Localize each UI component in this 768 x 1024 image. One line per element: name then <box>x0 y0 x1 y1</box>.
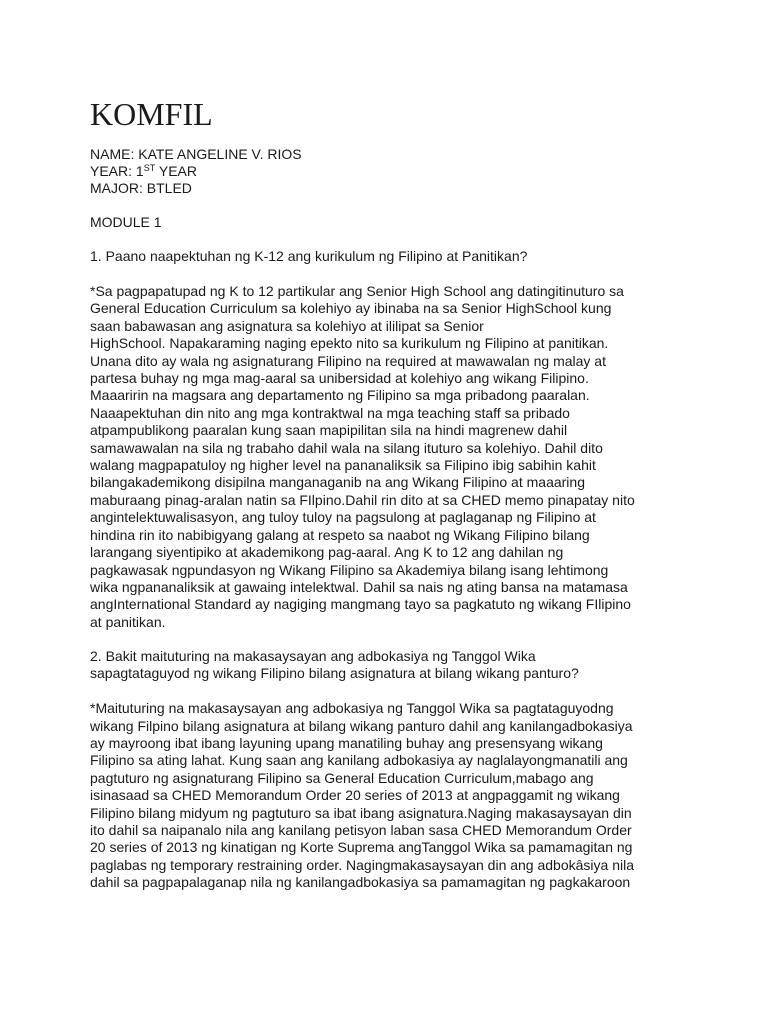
major-line: MAJOR: BTLED <box>90 180 192 196</box>
answer-1-line: at panitikan. <box>90 613 166 630</box>
answer-2-line: ito dahil sa naipanalo nila ang kanilang petisyon laban sasa CHED Memorandum Order <box>90 821 632 838</box>
answer-1-line: maburaang pinag-aralan natin sa FIlpino.Dahil rin dito at sa CHED memo pinapatay nito <box>90 491 635 508</box>
year-superscript: ST <box>143 163 156 173</box>
question-2-line: sapagtataguyod ng wikang Filipino bilang asignatura at bilang wikang panturo? <box>90 665 579 682</box>
answer-2-line: *Maituturing na makasaysayan ang adbokasiya ng Tanggol Wika sa pagtataguyodng <box>90 700 614 717</box>
answer-2-line: 20 series of 2013 ng kinatigan ng Korte Suprema angTanggol Wika sa pamamagitan ng <box>90 839 633 856</box>
module-heading: MODULE 1 <box>90 214 162 230</box>
answer-2-line: dahil sa pagpapalaganap nila ng kanilangadbokasiya sa pamamagitan ng pagkakaroon <box>90 874 631 891</box>
answer-2-line: isinasaad sa CHED Memorandum Order 20 series of 2013 at angpaggamit ng wikang <box>90 787 620 804</box>
answer-1 <box>90 283 690 631</box>
answer-1-line: walang magpapatuloy ng higher level na pananaliksik sa Filipino ibig sabihin kahit <box>90 457 596 474</box>
year-prefix: YEAR: 1 <box>90 163 144 179</box>
answer-1-line: hindina rin ito nabibigyang galang at respeto sa naabot ng Wikang Filipino bilang <box>90 526 590 543</box>
name-line: NAME: KATE ANGELINE V. RIOS <box>90 146 302 162</box>
answer-2-line: wikang Filpino bilang asignatura at bilang wikang panturo dahil ang kanilangadbokasiya <box>90 717 633 734</box>
answer-1-line: angInternational Standard ay nagiging mangmang tayo sa pagkatuto ng wikang FIlipino <box>90 596 631 613</box>
answer-2-line: Filipino bilang midyum ng pagtuturo sa ibat ibang asignatura.Naging makasaysayan din <box>90 804 632 821</box>
answer-2-line: paglabas ng temporary restraining order. Nagingmakasaysayan din ang adbokâsiya nila <box>90 856 634 873</box>
answer-1-line: wika ngpananaliksik at gawaing intelektwal. Dahil sa nais ng ating bansa na matamasa <box>90 578 628 595</box>
year-line <box>90 163 690 180</box>
question-1: 1. Paano naapektuhan ng K-12 ang kurikulum ng Filipino at Panitikan? <box>90 248 528 264</box>
answer-2-line: pagtuturo ng asignaturang Filipino sa General Education Curriculum,mabago ang <box>90 769 594 786</box>
question-2-line: 2. Bakit maituturing na makasaysayan ang adbokasiya ng Tanggol Wika <box>90 648 536 665</box>
answer-2 <box>90 700 690 891</box>
answer-1-line: Maaaririn na magsara ang departamento ng Filipino sa mga pribadong paaralan. <box>90 387 590 404</box>
answer-1-line: larangang siyentipiko at akademikong pag-aaral. Ang K to 12 ang dahilan ng <box>90 544 564 561</box>
answer-1-line: partesa buhay ng mga mag-aaral sa unibersidad at kolehiyo ang wikang Filipino. <box>90 370 589 387</box>
document-title: KOMFIL <box>90 96 213 132</box>
answer-1-line: HighSchool. Napakaraming naging epekto nito sa kurikulum ng Filipino at panitikan. <box>90 335 609 352</box>
answer-1-line: atpampublikong paaralan kung saan mapipilitan sila na hindi magrenew dahil <box>90 422 568 439</box>
answer-1-line: Unana dito ay wala ng asignaturang Filipino na required at mawawalan ng malay at <box>90 352 606 369</box>
answer-1-line: General Education Curriculum sa kolehiyo ay ibinaba na sa Senior HighSchool kung <box>90 300 612 317</box>
year-suffix: YEAR <box>155 163 197 179</box>
answer-1-line: samawawalan na sila ng trabaho dahil wala na silang ituturo sa kolehiyo. Dahil dito <box>90 439 603 456</box>
answer-1-line: pagkawasak ngpundasyon ng Wikang Filipino sa Akademiya bilang isang lehtimong <box>90 561 609 578</box>
answer-1-line: angintelektuwalisasyon, ang tuloy tuloy na pagsulong at paglaganap ng Filipino at <box>90 509 596 526</box>
answer-1-line: saan babawasan ang asignatura sa kolehiyo at ililipat sa Senior <box>90 317 484 334</box>
answer-2-line: ay mayroong ibat ibang layuning upang manatiling buhay ang presensyang wikang <box>90 734 603 751</box>
document-page <box>90 96 690 892</box>
answer-1-line: *Sa pagpapatupad ng K to 12 partikular ang Senior High School ang datingitinuturo sa <box>90 283 624 299</box>
question-2 <box>90 648 690 682</box>
answer-1-line: Naaapektuhan din nito ang mga kontraktwal na mga teaching staff sa pribado <box>90 404 570 421</box>
answer-1-line: bilangakademikong disipilna manganaganib na ang Wikang Filipino at maaaring <box>90 474 585 491</box>
answer-2-line: Filipino sa ating lahat. Kung saan ang kanilang adbokasiya ay naglalayongmanatili ang <box>90 752 628 769</box>
